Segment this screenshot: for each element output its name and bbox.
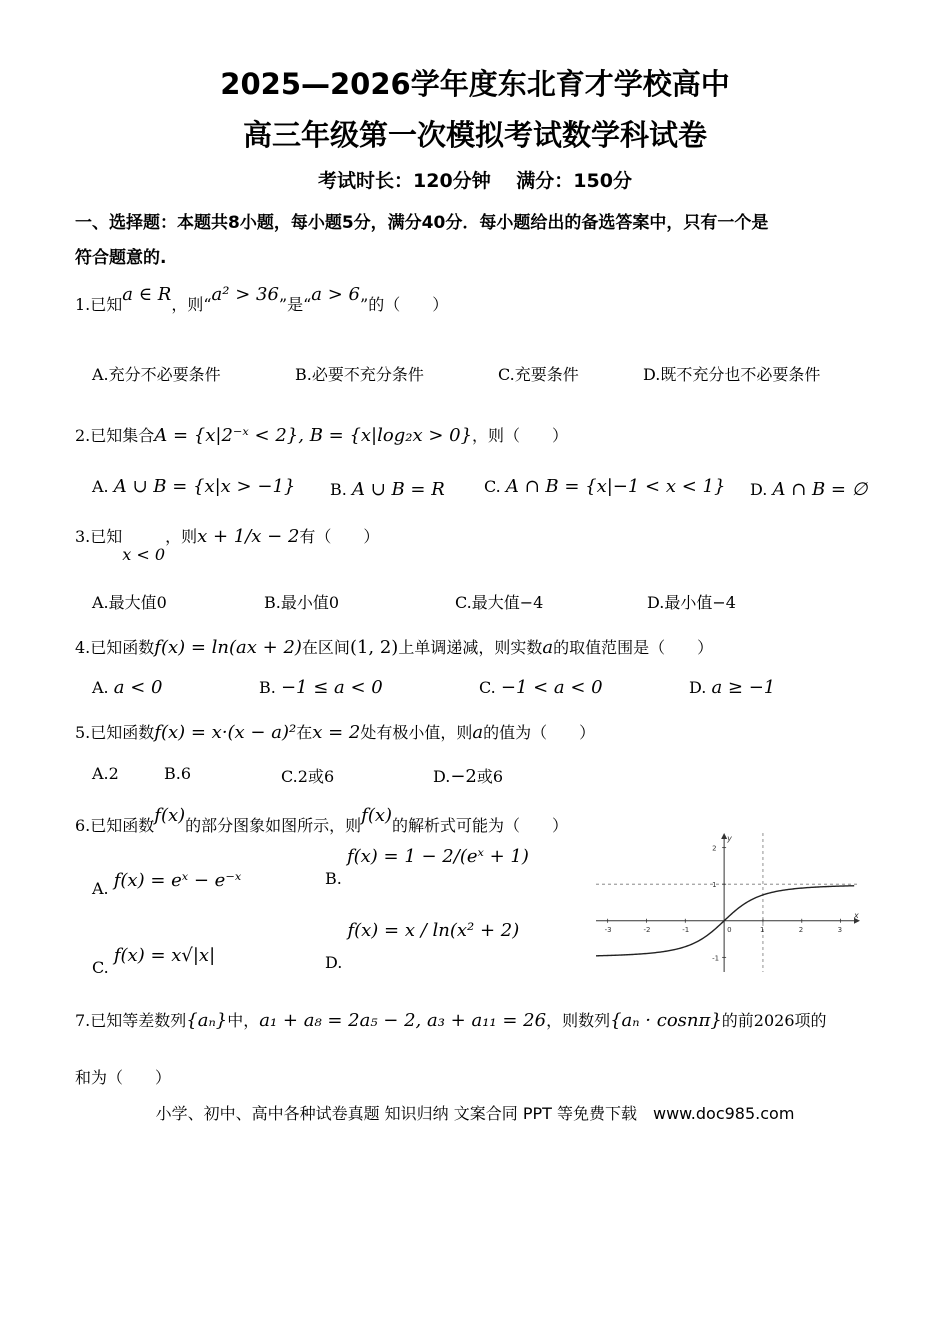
q7-text-1: 7.已知等差数列 <box>75 1011 187 1030</box>
q1-math-2: a² > 36 <box>211 284 279 305</box>
q6-option-c <box>92 945 215 977</box>
question-4 <box>75 635 713 658</box>
graph-x-tick-label-2: -1 <box>682 925 690 934</box>
q5-option-d-letter: D. <box>433 767 451 786</box>
q3-math-1: x < 0 <box>122 545 166 564</box>
q7-text-3: ，则数列 <box>546 1011 611 1030</box>
q6-option-d <box>325 920 519 972</box>
q1-option-c: C.充要条件 <box>498 365 579 384</box>
q2-option-a-math: A ∪ B = {x|x > −1} <box>113 476 296 497</box>
q5-text-1: 5.已知函数 <box>75 723 155 742</box>
q1-text-2: ，则“ <box>171 295 212 314</box>
q4-option-b <box>259 677 383 698</box>
q4-math-3: a <box>542 637 554 658</box>
q5-option-d-math: −2 <box>450 766 477 787</box>
q6-text-1: 6.已知函数 <box>75 816 155 835</box>
q5-option-c: C.2或6 <box>281 767 335 786</box>
q2-option-d-math: A ∩ B = ∅ <box>772 479 868 500</box>
q6-function-graph <box>590 825 870 980</box>
q6-option-d-math: f(x) = x / ln(x² + 2) <box>347 920 520 941</box>
q2-option-c-math: A ∩ B = {x|−1 < x < 1} <box>505 476 726 497</box>
q6-option-b <box>325 846 529 888</box>
q2-text-1: 2.已知集合 <box>75 426 155 445</box>
q3-math-2: x + 1/x − 2 <box>197 526 300 547</box>
q3-option-a: A.最大值0 <box>92 593 167 612</box>
q1-option-a: A.充分不必要条件 <box>92 365 221 384</box>
q2-math-sets: A = {x|2⁻ˣ < 2}, B = {x|log₂x > 0} <box>154 425 473 446</box>
exam-title-line1: 2025—2026学年度东北育才学校高中 <box>220 67 730 101</box>
q1-option-d: D.既不充分也不必要条件 <box>643 365 821 384</box>
q5-text-3: 处有极小值，则 <box>360 723 473 742</box>
q5-text-4: 的值为（ ） <box>483 723 596 742</box>
q5-option-b: B.6 <box>164 764 192 783</box>
question-1 <box>75 284 448 315</box>
q2-option-b-math: A ∪ B = R <box>351 479 445 500</box>
q4-text-3: 上单调递减，则实数 <box>398 638 543 657</box>
q4-option-b-letter: B. <box>259 678 276 697</box>
q2-option-c <box>484 476 725 497</box>
q4-math-2: (1, 2) <box>349 637 399 658</box>
graph-x-tick-label-0: -3 <box>604 925 612 934</box>
graph-y-tick-label-0: 2 <box>712 844 717 853</box>
q6-option-a-math: f(x) = eˣ − e⁻ˣ <box>113 870 242 891</box>
q4-option-d <box>689 677 775 698</box>
q2-option-a-letter: A. <box>92 477 109 496</box>
q4-option-c-letter: C. <box>479 678 496 697</box>
footer-download-note: 小学、初中、高中各种试卷真题 知识归纳 文案合同 PPT 等免费下载 www.doc985.com <box>155 1104 795 1123</box>
q6-math-2: f(x) <box>361 805 393 826</box>
q4-option-a-letter: A. <box>92 678 109 697</box>
q2-option-b <box>330 479 445 500</box>
exam-info: 考试时长：120分钟 满分：150分 <box>318 170 632 192</box>
section1-instructions-line2: 符合题意的. <box>75 248 167 268</box>
question-7 <box>75 1008 827 1031</box>
q5-option-a: A.2 <box>92 764 119 783</box>
q2-text-2: ，则（ ） <box>472 426 569 445</box>
graph-y-tick-label-1: 1 <box>712 881 717 890</box>
q5-option-d-tail: 或6 <box>476 767 504 786</box>
graph-x-tick-label-5: 2 <box>798 925 804 934</box>
q2-option-d-letter: D. <box>750 480 768 499</box>
q7-text-2: 中， <box>227 1011 260 1030</box>
q5-math-1: f(x) = x·(x − a)² <box>154 722 297 743</box>
question-6 <box>75 805 568 836</box>
graph-x-tick-label-1: -2 <box>643 925 651 934</box>
q1-math-1: a ∈ R <box>122 284 172 305</box>
q3-option-b: B.最小值0 <box>264 593 340 612</box>
graph-y-label: y <box>727 834 732 843</box>
section1-instructions-line1: 一、选择题：本题共8小题，每小题5分，满分40分．每小题给出的备选答案中，只有一个是 <box>75 213 769 233</box>
q4-text-2: 在区间 <box>301 638 350 657</box>
q4-text-1: 4.已知函数 <box>75 638 155 657</box>
q4-option-b-math: −1 ≤ a < 0 <box>280 677 383 698</box>
question-2 <box>75 423 568 446</box>
q4-option-c <box>479 677 603 698</box>
graph-x-tick-label-4: 1 <box>759 925 765 934</box>
q2-option-b-letter: B. <box>330 480 347 499</box>
q3-text-2: ，则 <box>165 527 198 546</box>
q6-text-3: 的解析式可能为（ ） <box>392 816 569 835</box>
q7-text-line2: 和为（ ） <box>75 1068 172 1087</box>
q1-text-4: ”的（ ） <box>360 295 449 314</box>
q7-text-4: 的前2026项的 <box>721 1011 827 1030</box>
q2-option-c-letter: C. <box>484 477 501 496</box>
q7-math-3: {aₙ · cosnπ} <box>610 1010 722 1031</box>
q2-option-a <box>92 476 295 497</box>
question-3 <box>75 524 379 564</box>
q4-option-d-math: a ≥ −1 <box>711 677 776 698</box>
exam-title-line2: 高三年级第一次模拟考试数学科试卷 <box>242 118 707 152</box>
q6-option-a-letter: A. <box>92 879 109 898</box>
q6-option-d-letter: D. <box>325 953 343 972</box>
q4-option-a-math: a < 0 <box>113 677 163 698</box>
q1-math-3: a > 6 <box>311 284 361 305</box>
q6-option-b-math: f(x) = 1 − 2/(eˣ + 1) <box>346 846 529 867</box>
q6-text-2: 的部分图象如图所示，则 <box>185 816 362 835</box>
graph-y-tick-label-3: -1 <box>712 954 720 963</box>
q3-option-d: D.最小值−4 <box>647 593 736 612</box>
q5-math-3: a <box>472 722 484 743</box>
q4-math-1: f(x) = ln(ax + 2) <box>154 637 302 658</box>
q6-option-c-math: f(x) = x√|x| <box>113 945 216 966</box>
q1-text-3: ”是“ <box>278 295 312 314</box>
q7-math-2: a₁ + a₈ = 2a₅ − 2, a₃ + a₁₁ = 26 <box>259 1010 547 1031</box>
q4-text-4: 的取值范围是（ ） <box>553 638 714 657</box>
graph-layer <box>596 833 860 972</box>
graph-x-label: x <box>854 910 859 920</box>
q4-option-a <box>92 677 162 698</box>
q5-text-2: 在 <box>296 723 313 742</box>
q2-option-d <box>750 479 867 500</box>
q6-option-a <box>92 870 241 898</box>
q1-text-1: 1.已知 <box>75 295 123 314</box>
q3-text-3: 有（ ） <box>299 527 380 546</box>
q4-option-c-math: −1 < a < 0 <box>500 677 603 698</box>
q7-math-1: {aₙ} <box>186 1010 228 1031</box>
q6-math-1: f(x) <box>154 805 186 826</box>
q5-option-d <box>433 764 503 787</box>
q5-math-2: x = 2 <box>312 722 361 743</box>
q4-option-d-letter: D. <box>689 678 707 697</box>
q3-option-c: C.最大值−4 <box>455 593 544 612</box>
q1-option-b: B.必要不充分条件 <box>295 365 424 384</box>
question-5 <box>75 720 595 743</box>
graph-x-tick-label-6: 3 <box>837 925 843 934</box>
q6-option-b-letter: B. <box>325 869 342 888</box>
q6-option-c-letter: C. <box>92 958 109 977</box>
graph-x-tick-label-3: 0 <box>727 925 732 934</box>
q3-text-1: 3.已知 <box>75 527 123 546</box>
